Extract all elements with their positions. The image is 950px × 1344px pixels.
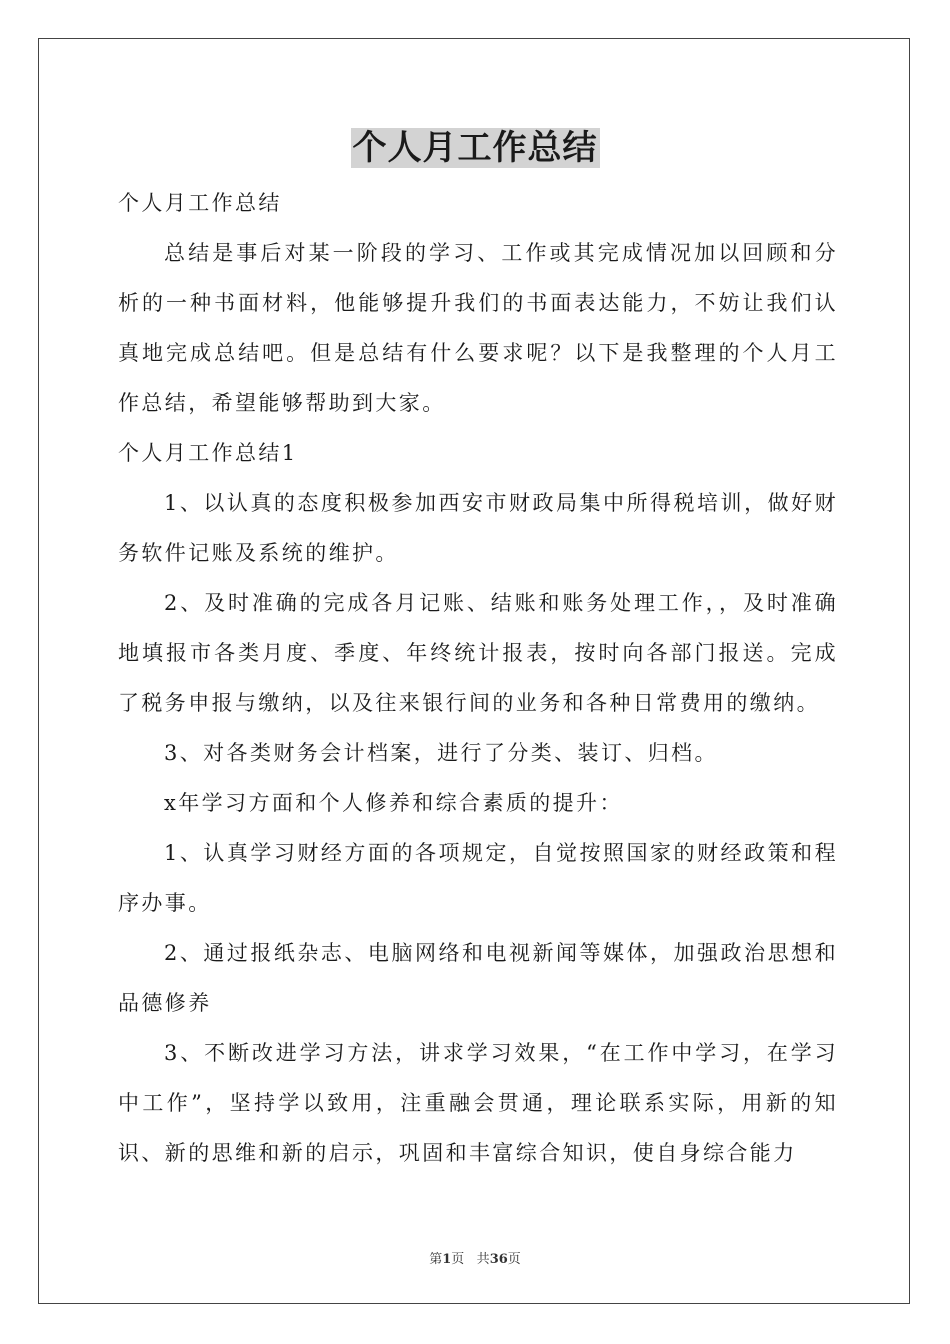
paragraph: x年学习方面和个人修养和综合素质的提升： xyxy=(164,791,623,815)
paragraph: 2、通过报纸杂志、电脑网络和电视新闻等媒体，加强政治思想和品德修养 xyxy=(118,941,838,1015)
total-pages: 36 xyxy=(489,1252,508,1267)
document-body xyxy=(118,178,838,1178)
paragraph: 个人月工作总结1 xyxy=(118,441,298,465)
document-title-text: 个人月工作总结 xyxy=(352,128,598,168)
page-number: 1 xyxy=(442,1252,452,1267)
page-footer xyxy=(0,1250,950,1270)
document-title xyxy=(0,128,950,172)
paragraph: 1、以认真的态度积极参加西安市财政局集中所得税培训，做好财务软件记账及系统的维护。 xyxy=(118,491,838,565)
paragraph: 2、及时准确的完成各月记账、结账和账务处理工作，，及时准确地填报市各类月度、季度、年终统计报表，按时向各部门报送。完成了税务申报与缴纳，以及往来银行间的业务和各种日常费用的缴纳。 xyxy=(118,591,838,715)
paragraph: 总结是事后对某一阶段的学习、工作或其完成情况加以回顾和分析的一种书面材料，他能够提升我们的书面表达能力，不妨让我们认真地完成总结吧。但是总结有什么要求呢？以下是我整理的个人月工作总结，希望能够帮助到大家。 xyxy=(118,241,838,415)
paragraph: 3、不断改进学习方法，讲求学习效果，“在工作中学习，在学习中工作”，坚持学以致用，注重融会贯通，理论联系实际，用新的知识、新的思维和新的启示，巩固和丰富综合知识，使自身综合能力 xyxy=(118,1041,838,1165)
total-suffix: 页 xyxy=(507,1252,521,1267)
paragraph: 3、对各类财务会计档案，进行了分类、装订、归档。 xyxy=(164,741,718,765)
page-suffix: 页 xyxy=(451,1252,465,1267)
page-prefix: 第 xyxy=(429,1252,443,1267)
paragraph: 个人月工作总结 xyxy=(118,191,282,215)
paragraph: 1、认真学习财经方面的各项规定，自觉按照国家的财经政策和程序办事。 xyxy=(118,841,838,915)
total-prefix: 共 xyxy=(476,1252,490,1267)
